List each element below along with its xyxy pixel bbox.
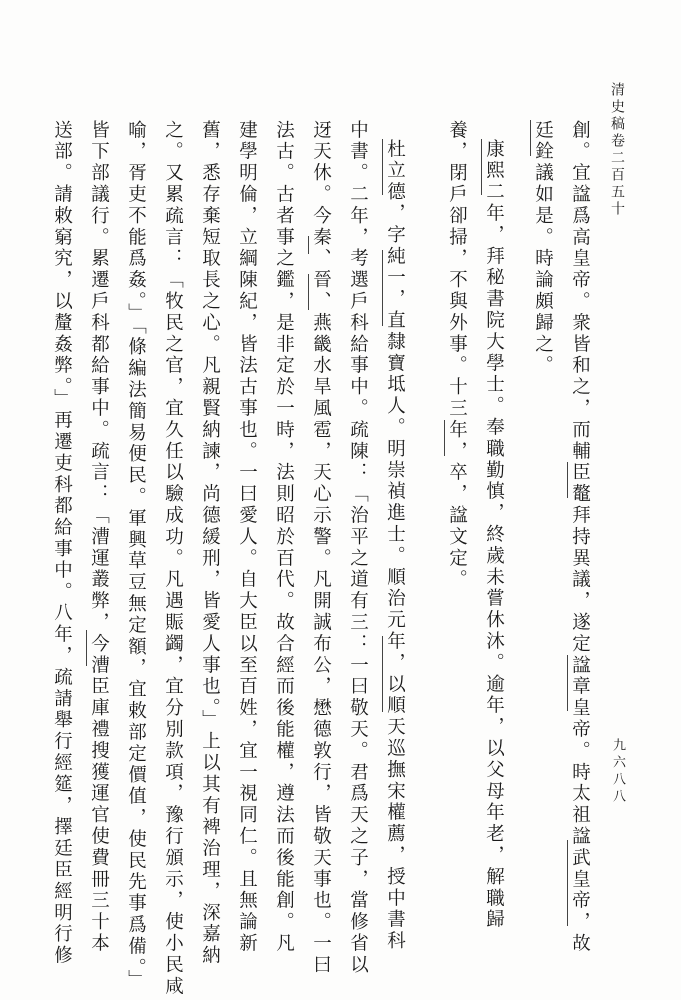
proper-noun-mark <box>481 139 482 195</box>
text-column: 皆下部議行。累遷戶科都給事中。疏言：「漕運叢弊，今漕臣庫禮搜獲運官使費冊三十本 <box>88 120 110 955</box>
proper-noun-mark <box>308 236 309 254</box>
text-column: 迓天休。今秦、晉、燕畿水旱風雹，天心示警。凡開誠布公，懋德敦行，皆敬天事也。一曰 <box>310 120 332 976</box>
proper-noun-mark <box>444 420 445 456</box>
text-column: 舊，悉存棄短取長之心。凡親賢納諫，尚德緩刑，皆愛人事也。」上以其有裨治理，深嘉納 <box>199 120 221 967</box>
proper-noun-mark <box>382 139 383 195</box>
proper-noun-mark <box>86 630 87 666</box>
proper-noun-mark <box>567 462 568 498</box>
running-header-title: 清史稿卷二百五十 <box>609 82 625 218</box>
proper-noun-mark <box>382 636 383 712</box>
text-column: 中書。二年，考選戶科給事中。疏陳：「治平之道有三：一曰敬天。君爲天之子，當修省以 <box>347 120 369 976</box>
proper-noun-mark <box>567 655 568 711</box>
text-column: 送部。請敕窮究，以釐姦弊。」再遷吏科都給事中。八年，疏請舉行經筵，擇廷臣經明行修 <box>51 120 73 967</box>
proper-noun-mark <box>567 840 568 926</box>
text-column: 養，閉戶卻掃，不與外事。十三年，卒，諡文定。 <box>446 120 468 591</box>
proper-noun-mark <box>530 120 531 156</box>
text-column: 之。又累疏言：「牧民之官，宜久任以驗成功。凡遇賑蠲，宜分別款項，豫行頒示，使小民咸 <box>162 120 184 998</box>
text-column: 康熙二年，拜秘書院大學士。奉職勤慎，終歲未嘗休沐。逾年，以父母年老，解職歸 <box>483 139 505 931</box>
proper-noun-mark <box>382 250 383 326</box>
text-column: 喻，胥吏不能爲姦。」「條編法簡易便民。軍興草豆無定額，宜敕部定價值，使民先事爲備。」 <box>125 120 147 992</box>
text-column: 創。宜諡爲高皇帝。衆皆和之，而輔臣鼇拜持異議，遂定諡章皇帝。時太祖諡武皇帝，故 <box>569 120 591 955</box>
text-column: 法古。古者事之鑑，是非定於一時，法則昭於百代。故合經而後能權，遵法而後能創。凡 <box>273 120 295 955</box>
text-column: 廷銓議如是。時論頗歸之。 <box>532 120 554 377</box>
page-number: 九六八八 <box>610 738 625 806</box>
text-column: 建學明倫，立綱陳紀，皆法古事也。一曰愛人。自大臣以至百姓，宜一視同仁。且無論新 <box>236 120 258 955</box>
text-column: 杜立德，字純一，直隸寶坻人。明崇禎進士。順治元年，以順天巡撫宋權薦，授中書科 <box>384 139 406 953</box>
proper-noun-mark <box>308 274 309 310</box>
